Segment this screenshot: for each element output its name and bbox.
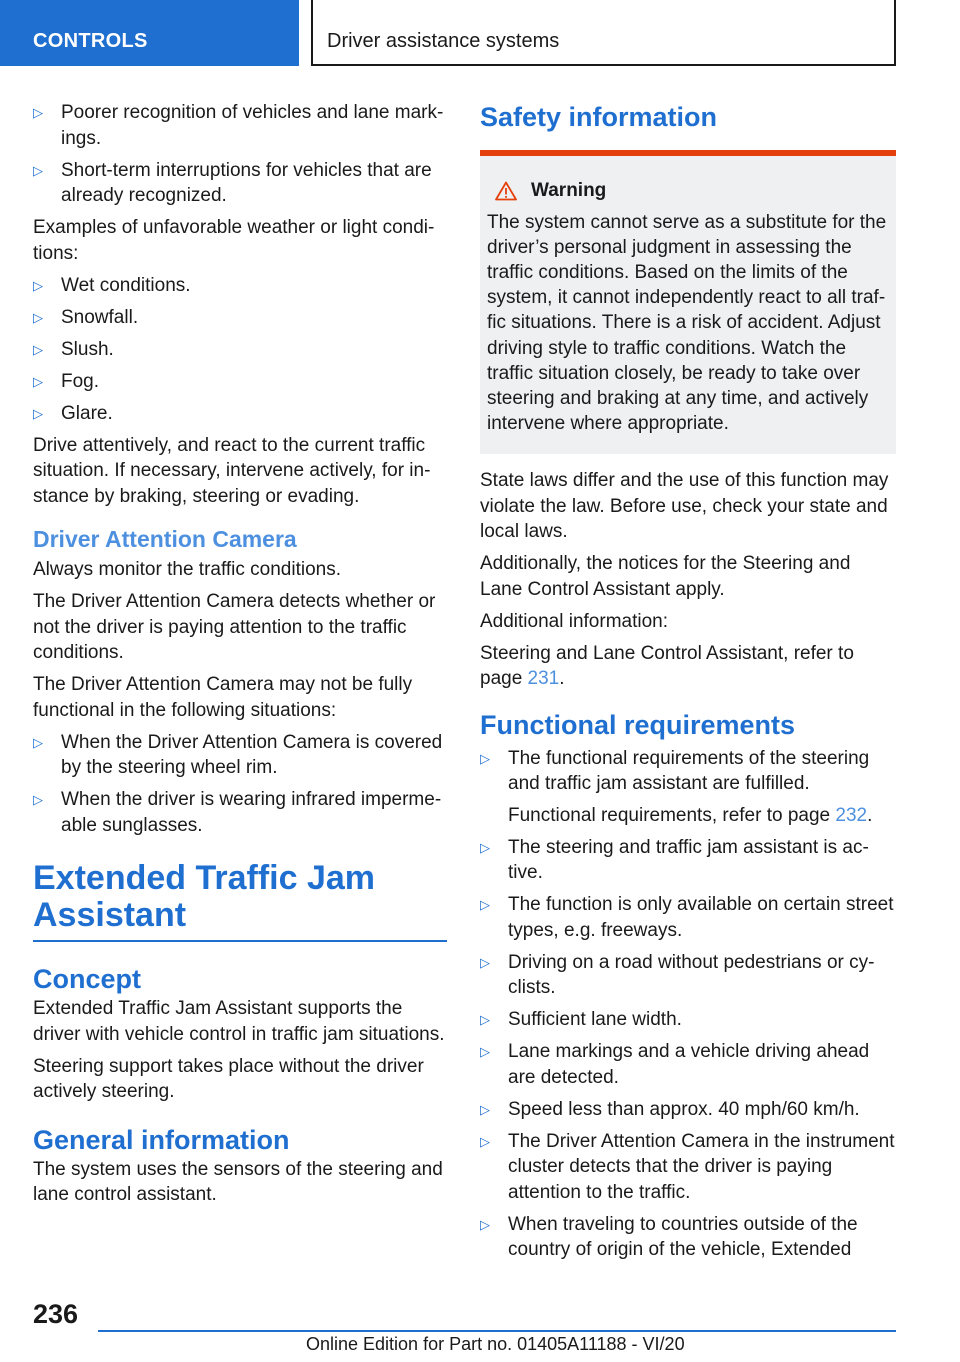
triangle-bullet-icon: ▷ — [480, 839, 490, 855]
page-reference-link[interactable]: 231 — [527, 668, 560, 690]
page-reference-link[interactable]: 232 — [835, 804, 868, 826]
triangle-bullet-icon: ▷ — [480, 1012, 490, 1028]
state-laws-text: State laws differ and the use of this function may violate the law. Before use, check your state and local laws. — [480, 470, 889, 543]
list-item: ▷ Lane markings and a vehicle driving ahead are detected. — [480, 1041, 870, 1088]
footer-edition-text: Online Edition for Part no. 01405A11188 - VI/20 — [306, 1334, 685, 1354]
list-item: ▷ Wet conditions. — [33, 273, 447, 299]
camera-bullet-list — [33, 730, 447, 839]
general-information-heading: General information — [33, 1124, 290, 1155]
triangle-bullet-icon: ▷ — [33, 734, 43, 750]
warning-title-row — [495, 178, 889, 204]
list-item: ▷ Driving on a road without pedestrians or cyclists. — [480, 951, 875, 999]
concept-paragraph: Steering support takes place without the driver actively steering. — [33, 1055, 424, 1102]
list-item: ▷ When the Driver Attention Camera is covered by the steering wheel rim. — [33, 731, 443, 778]
functional-requirements-heading: Functional requirements — [480, 709, 796, 740]
list-item: ▷ Fog. — [33, 369, 447, 395]
triangle-bullet-icon: ▷ — [33, 792, 43, 807]
list-item: ▷ The Driver Attention Camera in the instrument cluster detects that the driver is paying attention to the traffic. — [480, 1130, 895, 1203]
reference-paragraph: Steering and Lane Control Assistant, refer to page 231. — [480, 642, 854, 690]
left-column — [33, 100, 447, 1214]
camera-paragraph: The Driver Attention Camera detects whether or not the driver is paying attention to the traffic conditions. — [33, 591, 436, 663]
header-chapter-box — [311, 0, 896, 66]
triangle-bullet-icon: ▷ — [480, 1216, 490, 1232]
footer-divider — [98, 1330, 896, 1332]
triangle-bullet-icon: ▷ — [480, 1101, 490, 1117]
list-item: ▷ The functional requirements of the steering and traffic jam assistant are fulfilled. Functional requirements, refer to page 232. — [480, 746, 896, 829]
list-item: ▷ The steering and traffic jam assistant is active. — [480, 836, 869, 884]
warning-box — [480, 150, 896, 454]
header-section-tab — [0, 0, 299, 66]
safety-information-heading: Safety information — [480, 102, 718, 132]
notices-text: Additionally, the notices for the Steering and Lane Control Assistant apply. — [480, 553, 851, 600]
triangle-bullet-icon: ▷ — [33, 277, 43, 293]
triangle-bullet-icon: ▷ — [480, 1133, 490, 1149]
header-section-label: CONTROLS — [33, 30, 148, 52]
triangle-bullet-icon: ▷ — [480, 954, 490, 970]
additional-info-text: Additional information: — [480, 610, 668, 632]
list-item: ▷ The function is only available on certain street types, e.g. freeways. — [480, 894, 894, 941]
list-item: ▷ When the driver is wearing infrared impermeable sunglasses. — [33, 789, 442, 836]
triangle-bullet-icon: ▷ — [33, 309, 43, 325]
list-item: ▷ Slush. — [33, 337, 447, 363]
right-column — [480, 100, 896, 1269]
driver-attention-camera-heading: Driver Attention Camera — [33, 526, 297, 552]
camera-paragraph: Always monitor the traffic conditions. — [33, 559, 342, 580]
warning-title: Warning — [531, 180, 607, 201]
header-chapter-label: Driver assistance systems — [327, 30, 560, 52]
list-item: ▷ Poorer recognition of vehicles and lane markings. — [33, 102, 444, 149]
triangle-bullet-icon: ▷ — [480, 1044, 490, 1060]
general-paragraph: The system uses the sensors of the steering and lane control assistant. — [33, 1158, 443, 1205]
list-item: ▷ Snowfall. — [33, 305, 447, 331]
requirements-bullet-list — [480, 746, 896, 1263]
list-item: ▷ Sufficient lane width. — [480, 1007, 896, 1033]
intro-bullet-list — [33, 100, 447, 209]
list-item: ▷ Short-term interruptions for vehicles that are already recognized. — [33, 159, 432, 206]
list-item: ▷ Glare. — [33, 401, 447, 427]
triangle-bullet-icon: ▷ — [33, 373, 43, 389]
page-number: 236 — [33, 1299, 79, 1329]
concept-heading: Concept — [33, 964, 141, 994]
triangle-bullet-icon: ▷ — [480, 750, 490, 766]
triangle-bullet-icon: ▷ — [33, 341, 43, 357]
triangle-bullet-icon: ▷ — [33, 162, 43, 178]
camera-paragraph: The Driver Attention Camera may not be fully functional in the following situations: — [33, 674, 413, 721]
list-item: ▷ When traveling to countries outside of the country of origin of the vehicle, Extended — [480, 1213, 858, 1261]
triangle-bullet-icon: ▷ — [33, 405, 43, 421]
warning-triangle-icon — [495, 181, 517, 201]
section-main-heading: Extended Traffic Jam Assistant — [33, 860, 447, 942]
weather-bullet-list — [33, 273, 447, 427]
list-item: ▷ Speed less than approx. 40 mph/60 km/h. — [480, 1097, 896, 1123]
drive-attentively-text: Drive attentively, and react to the current traffic situation. If necessary, intervene actively, for instance by braking, steering or evading. — [33, 434, 431, 507]
warning-text: The system cannot serve as a substitute for the driver’s personal judgment in assessing the traffic conditions. Based on the limits of the system, it cannot independently react to all traffic situations. There is a risk of accident. Adjust driving style to traffic conditions. Watch the traffic situation closely, be ready to take over steering and braking at any time, and actively intervene where appropriate. — [487, 211, 887, 435]
requirements-reference: Functional requirements, refer to page 232. — [508, 804, 873, 826]
triangle-bullet-icon: ▷ — [480, 897, 490, 913]
triangle-bullet-icon: ▷ — [33, 105, 43, 120]
weather-intro-text: Examples of unfavorable weather or light conditions: — [33, 217, 435, 264]
concept-paragraph: Extended Traffic Jam Assistant supports the driver with vehicle control in traffic jam situations. — [33, 998, 445, 1045]
